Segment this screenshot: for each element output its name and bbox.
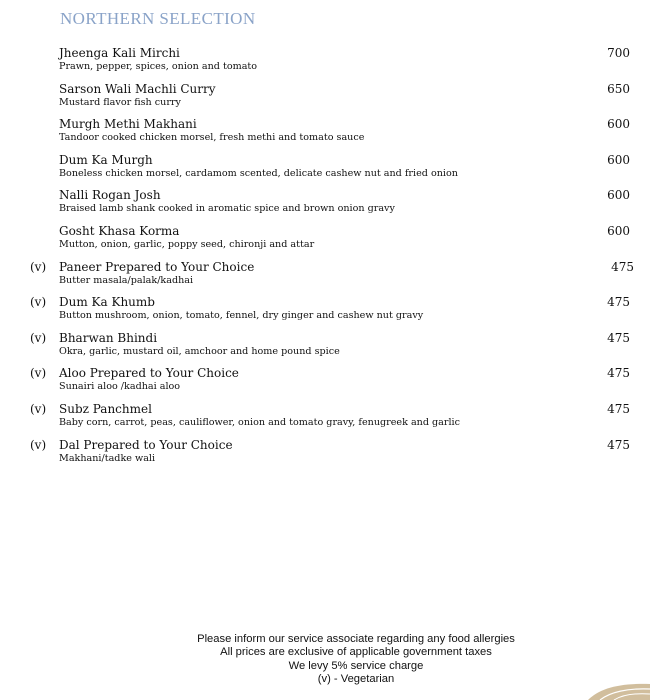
menu-item: [0, 117, 650, 153]
dish-name: Sarson Wali Machli Curry: [59, 81, 216, 96]
dish-price: 650: [607, 81, 630, 96]
tax-note: All prices are exclusive of applicable government taxes: [220, 646, 492, 659]
dish-description: Tandoor cooked chicken morsel, fresh methi and tomato sauce: [59, 132, 365, 144]
menu-item: [0, 295, 650, 331]
dish-description: Baby corn, carrot, peas, cauliflower, onion and tomato gravy, fenugreek and garlic: [59, 416, 460, 428]
dish-price: 475: [607, 295, 630, 310]
vegetarian-legend: (v) - Vegetarian: [317, 673, 395, 686]
dish-name: Aloo Prepared to Your Choice: [59, 366, 239, 381]
dish-price: 475: [611, 259, 634, 274]
dish-name: Murgh Methi Makhani: [59, 117, 197, 132]
dish-name: Dal Prepared to Your Choice: [59, 437, 233, 452]
service-charge-note: We levy 5% service charge: [288, 659, 424, 672]
dish-description: Okra, garlic, mustard oil, amchoor and home pound spice: [59, 345, 340, 357]
veg-marker: (v): [30, 330, 47, 345]
dish-price: 700: [607, 46, 630, 60]
veg-marker: (v): [30, 401, 47, 416]
dish-price: 600: [607, 117, 630, 132]
veg-marker: (v): [30, 259, 47, 274]
dish-description: Boneless chicken morsel, cardamom scented, delicate cashew nut and fried onion: [59, 167, 458, 179]
menu-item: [0, 402, 650, 438]
menu-item: [0, 260, 650, 296]
dish-price: 600: [607, 188, 630, 203]
veg-marker: (v): [30, 366, 47, 381]
dish-description: Makhani/tadke wali: [59, 452, 156, 464]
dish-name: Dum Ka Khumb: [59, 295, 155, 310]
allergy-note: Please inform our service associate regarding any food allergies: [197, 633, 515, 645]
dish-price: 600: [607, 152, 630, 167]
dish-name: Jheenga Kali Mirchi: [59, 46, 180, 60]
dish-name: Gosht Khasa Korma: [59, 223, 180, 238]
menu-list: [0, 46, 650, 473]
dish-description: Sunairi aloo /kadhai aloo: [59, 381, 181, 393]
dish-name: Nalli Rogan Josh: [59, 188, 161, 203]
dish-price: 475: [607, 401, 630, 416]
footer-notes: [0, 633, 650, 687]
menu-item: [0, 46, 650, 82]
dish-price: 475: [607, 437, 630, 452]
menu-item: [0, 331, 650, 367]
dish-name: Dum Ka Murgh: [59, 152, 153, 167]
dish-price: 475: [607, 330, 630, 345]
dish-description: Mustard flavor fish curry: [59, 96, 181, 108]
gold-leaf-ornament-icon: [580, 682, 650, 700]
menu-item: [0, 438, 650, 474]
menu-item: [0, 224, 650, 260]
dish-price: 475: [607, 366, 630, 381]
section-title: NORTHERN SELECTION: [60, 9, 256, 28]
menu-item: [0, 188, 650, 224]
veg-marker: (v): [30, 295, 47, 310]
menu-item: [0, 82, 650, 118]
dish-price: 600: [607, 223, 630, 238]
dish-description: Prawn, pepper, spices, onion and tomato: [59, 61, 258, 72]
menu-item: [0, 153, 650, 189]
dish-description: Butter masala/palak/kadhai: [59, 274, 194, 286]
menu-item: [0, 366, 650, 402]
dish-description: Button mushroom, onion, tomato, fennel, dry ginger and cashew nut gravy: [59, 310, 424, 322]
dish-description: Mutton, onion, garlic, poppy seed, chironji and attar: [59, 238, 315, 250]
veg-marker: (v): [30, 437, 47, 452]
dish-name: Paneer Prepared to Your Choice: [59, 259, 255, 274]
dish-description: Braised lamb shank cooked in aromatic spice and brown onion gravy: [59, 203, 395, 215]
dish-name: Bharwan Bhindi: [59, 330, 158, 345]
dish-name: Subz Panchmel: [59, 401, 152, 416]
